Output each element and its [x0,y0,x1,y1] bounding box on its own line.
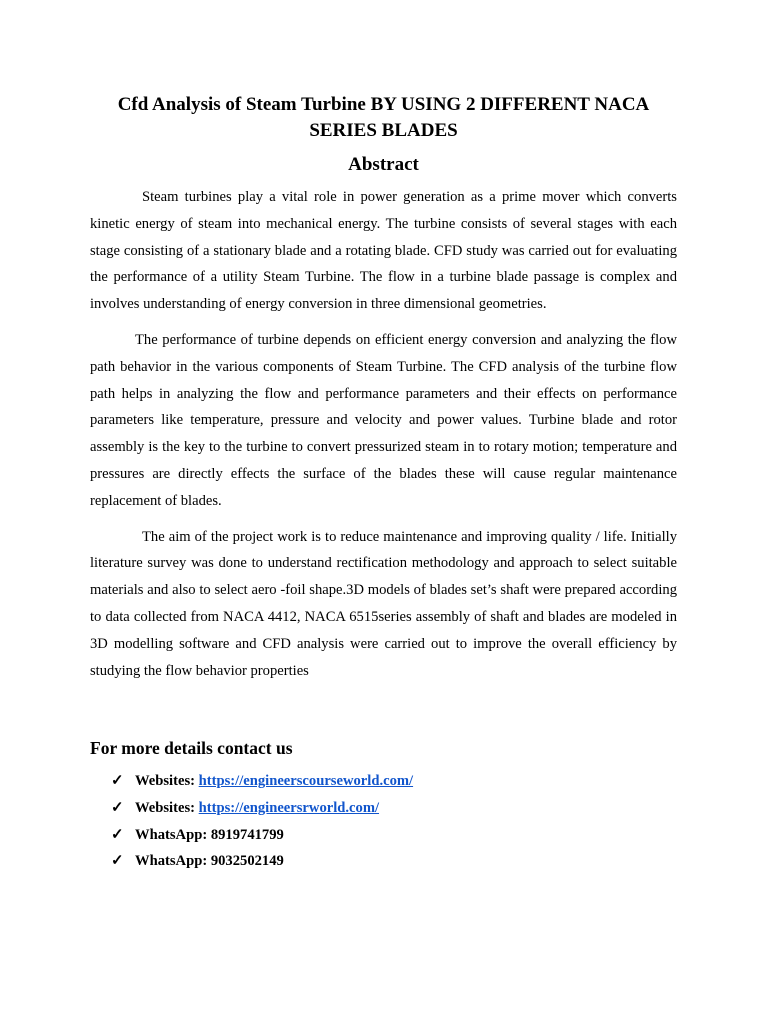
check-icon: ✓ [111,773,124,790]
document-title: Cfd Analysis of Steam Turbine BY USING 2 DIFFERENT NACA SERIES BLADES [117,94,650,141]
check-icon: ✓ [111,826,124,843]
contact-label: Websites: [135,799,199,816]
whatsapp-number: 9032502149 [210,853,284,870]
abstract-heading: Abstract [348,154,419,175]
check-icon: ✓ [111,853,124,870]
contact-item-website-1 [90,768,677,795]
abstract-paragraph-1: Steam turbines play a vital role in power generation as a prime mover which converts kinetic energy of steam into mechanical energy. The turbine consists of several stages with each stage consisting of a stationary blade and a rotating blade. CFD study was carried out for evaluating the performance of a utility Steam Turbine. The flow in a turbine blade passage is complex and involves understanding of energy conversion in three dimensional geometries. [90,189,677,313]
contact-item-website-2 [90,795,677,822]
whatsapp-number: 8919741799 [210,826,284,843]
website-link-engineersrworld[interactable]: https://engineersrworld.com/ [198,799,380,816]
contact-item-whatsapp-2 [90,848,677,875]
abstract-paragraph-3: The aim of the project work is to reduce maintenance and improving quality / life. Initially literature survey was done to understand rectification methodology and approach to select suitable materials and also to select aero -foil shape.3D models of blades set’s shaft were prepared according to data collected from NACA 4412, NACA 6515series assembly of shaft and blades are modeled in 3D modelling software and CFD analysis were carried out to improve the overall efficiency by studying the flow behavior properties [90,528,677,679]
contact-item-whatsapp-1 [90,822,677,849]
document-page [90,92,677,875]
contact-heading: For more details contact us [90,738,293,759]
contact-list [90,768,677,874]
website-link-engineerscourseworld[interactable]: https://engineerscourseworld.com/ [198,773,414,790]
abstract-paragraph-2: The performance of turbine depends on efficient energy conversion and analyzing the flow path behavior in the various components of Steam Turbine. The CFD analysis of the turbine flow path helps in analyzing the flow and performance parameters and their effects on performance parameters like temperature, pressure and velocity and power values. Turbine blade and rotor assembly is the key to the turbine to convert pressurized steam in to rotary motion; temperature and pressures are directly effects the surface of the blades these will cause regular maintenance replacement of blades. [90,331,677,509]
check-icon: ✓ [111,799,124,816]
contact-label: Websites: [135,773,199,790]
contact-label: WhatsApp: [135,853,211,870]
contact-label: WhatsApp: [135,826,211,843]
